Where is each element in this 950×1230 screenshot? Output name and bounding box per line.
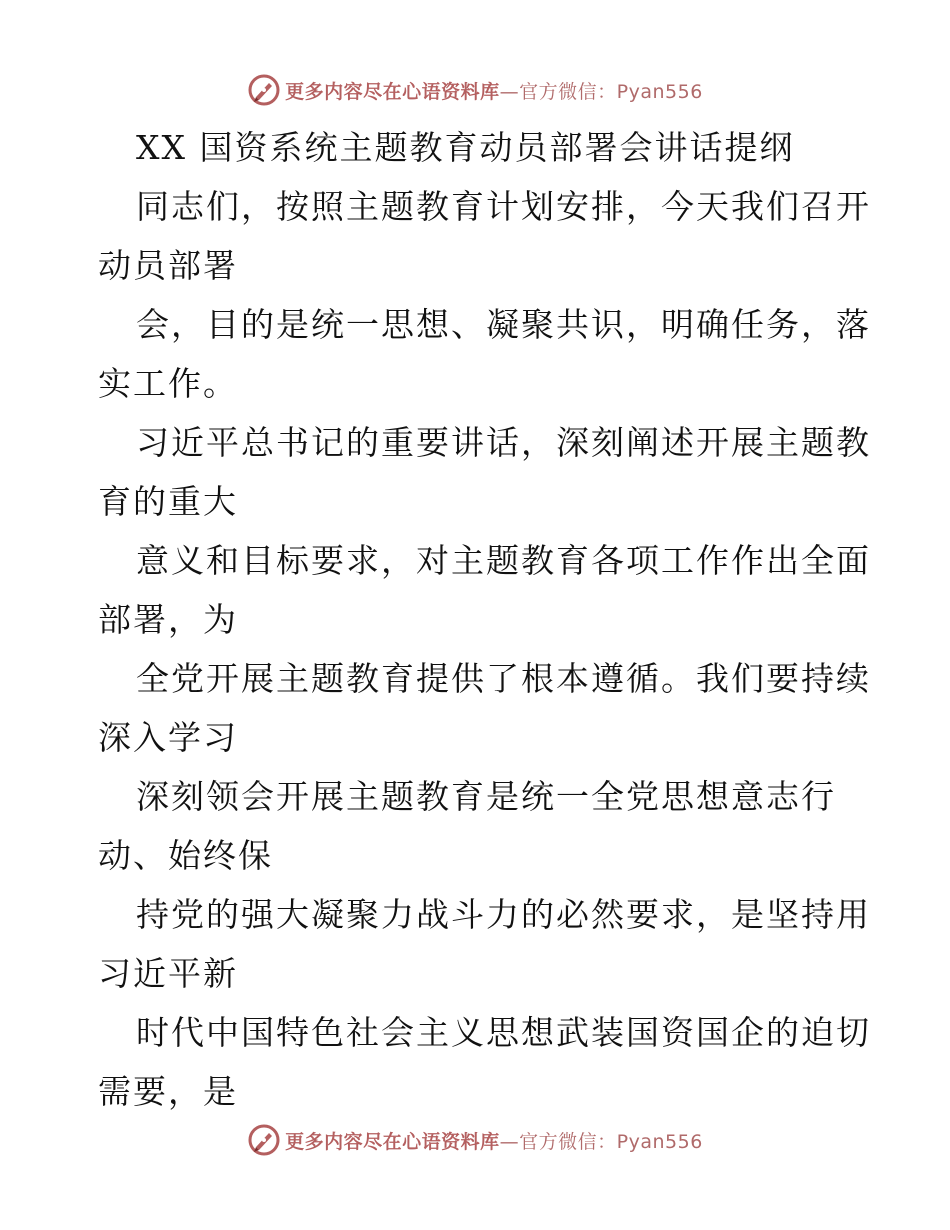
watermark-text: 更多内容尽在心语资料库—官方微信：Pyan556 (285, 1130, 703, 1153)
watermark-text: 更多内容尽在心语资料库—官方微信：Pyan556 (285, 80, 703, 103)
text-line: 部署，为 (98, 600, 238, 639)
document-body (98, 118, 871, 1121)
text-line: 动、始终保 (98, 836, 273, 875)
text-line: 持党的强大凝聚力战斗力的必然要求，是坚持用 (136, 895, 871, 934)
document-title: XX 国资系统主题教育动员部署会讲话提纲 (136, 128, 795, 167)
text-line: 时代中国特色社会主义思想武装国资国企的迫切 (136, 1013, 871, 1052)
text-line: 深入学习 (98, 718, 238, 757)
pen-logo-icon (247, 1123, 281, 1157)
text-line: 同志们，按照主题教育计划安排，今天我们召开 (136, 187, 871, 226)
text-line: 会，目的是统一思想、凝聚共识，明确任务，落 (136, 305, 871, 344)
text-line: 习近平总书记的重要讲话，深刻阐述开展主题教 (136, 423, 871, 462)
footer-watermark (0, 1120, 950, 1160)
text-line: 育的重大 (98, 482, 238, 521)
pen-logo-icon (247, 73, 281, 107)
text-line: 动员部署 (98, 246, 238, 285)
text-line: 全党开展主题教育提供了根本遵循。我们要持续 (136, 659, 871, 698)
text-line: 深刻领会开展主题教育是统一全党思想意志行 (136, 777, 836, 816)
text-line: 实工作。 (98, 364, 238, 403)
text-line: 习近平新 (98, 954, 238, 993)
text-line: 意义和目标要求，对主题教育各项工作作出全面 (136, 541, 871, 580)
header-watermark (0, 70, 950, 110)
text-line: 需要，是 (98, 1072, 238, 1111)
